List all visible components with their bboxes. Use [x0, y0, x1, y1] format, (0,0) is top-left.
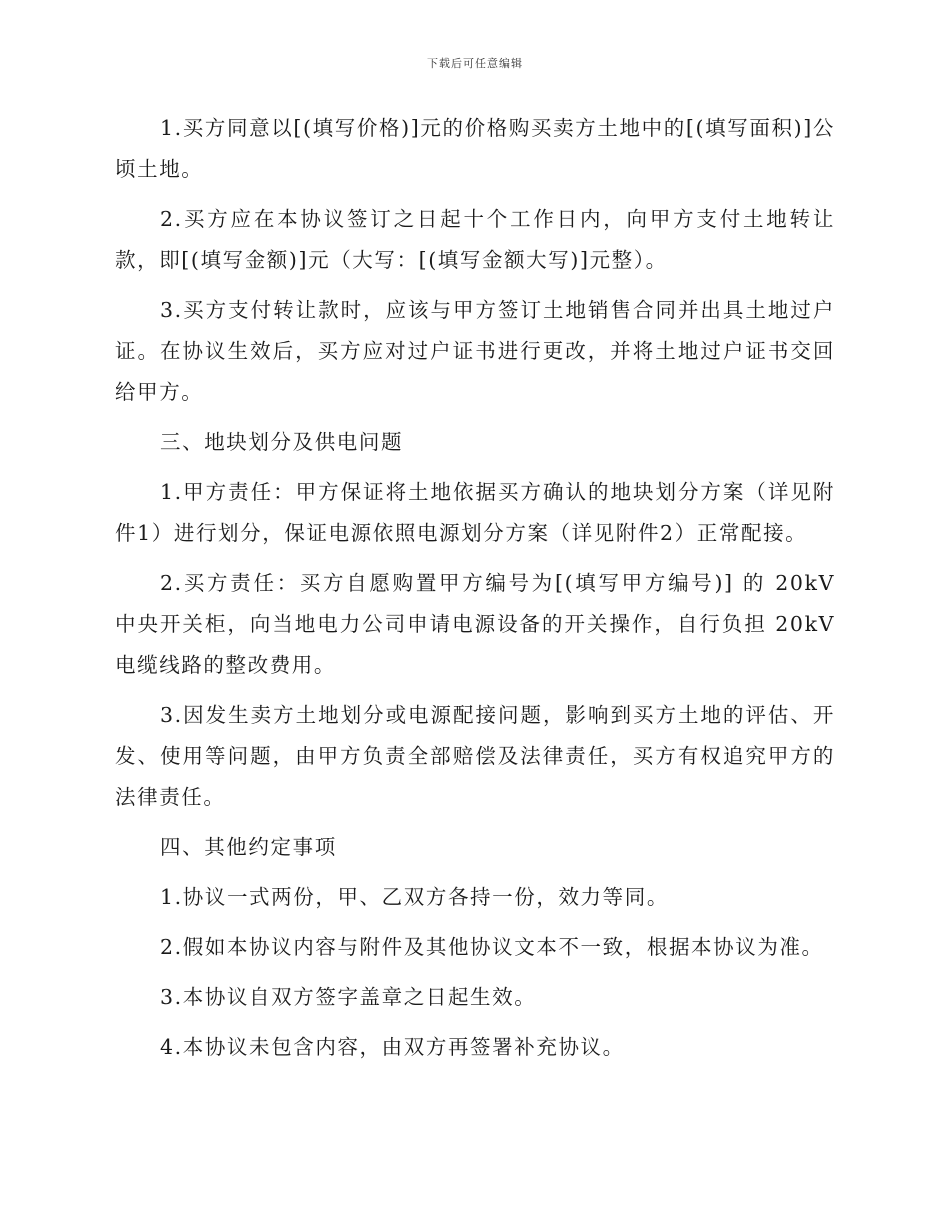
clause-2-payment: 2.买方应在本协议签订之日起十个工作日内，向甲方支付土地转让款，即[(填写金额)]元（大写：[(填写金额大写)]元整）。 — [115, 207, 835, 272]
section4-clause-4: 4.本协议未包含内容，由双方再签署补充协议。 — [160, 1035, 625, 1059]
clause-1-price: 1.买方同意以[(填写价格)]元的价格购买卖方土地中的[(填写面积)]公顷土地。 — [115, 116, 835, 181]
section3-clause-2: 2.买方责任：买方自愿购置甲方编号为[(填写甲方编号)] 的 20kV 中央开关柜，向当地电力公司申请电源设备的开关操作，自行负担 20kV 电缆线路的整改费用。 — [115, 571, 835, 677]
section4-clause-2: 2.假如本协议内容与附件及其他协议文本不一致，根据本协议为准。 — [160, 935, 824, 959]
section3-clause-3: 3.因发生卖方土地划分或电源配接问题，影响到买方土地的评估、开发、使用等问题，由甲方负责全部赔偿及法律责任，买方有权追究甲方的法律责任。 — [115, 703, 835, 809]
section3-clause-1: 1.甲方责任：甲方保证将土地依据买方确认的地块划分方案（详见附件1）进行划分，保证电源依照电源划分方案（详见附件2）正常配接。 — [115, 480, 835, 545]
section-heading-3: 三、地块划分及供电问题 — [160, 430, 404, 454]
section-heading-4: 四、其他约定事项 — [160, 835, 337, 859]
section4-clause-1: 1.协议一式两份，甲、乙双方各持一份，效力等同。 — [160, 885, 669, 909]
section4-clause-3: 3.本协议自双方签字盖章之日起生效。 — [160, 985, 537, 1009]
header-note: 下载后可任意编辑 — [427, 57, 523, 70]
clause-3-transfer-certificate: 3.买方支付转让款时，应该与甲方签订土地销售合同并出具土地过户证。在协议生效后，买方应对过户证书进行更改，并将土地过户证书交回给甲方。 — [115, 298, 835, 404]
document-body — [115, 108, 835, 1077]
